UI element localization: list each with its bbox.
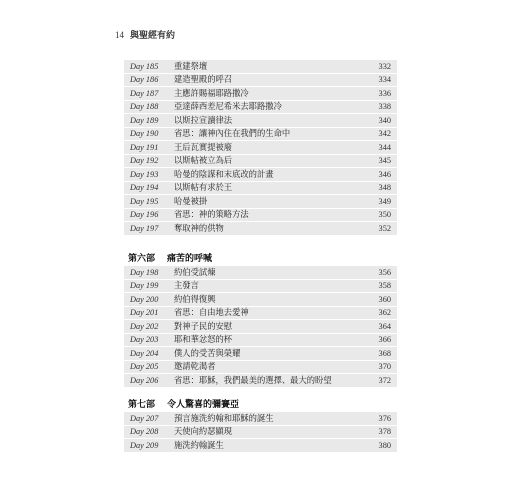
toc-entry[interactable]: [124, 334, 397, 348]
part-heading: [124, 398, 397, 412]
entry-title: 預言施洗約翰和耶穌的誕生: [174, 412, 274, 423]
toc-entry[interactable]: [124, 87, 397, 101]
entry-page-number: 352: [378, 223, 391, 233]
entry-day: Day 194: [130, 183, 159, 192]
toc-entry[interactable]: [124, 347, 397, 361]
entry-day: Day 204: [130, 348, 159, 358]
book-title: 與聖經有約: [130, 31, 176, 41]
entry-page-number: 360: [378, 294, 391, 304]
entry-title: 主發言: [174, 280, 199, 290]
toc-entry[interactable]: [124, 307, 397, 321]
entry-page-number: 336: [378, 88, 391, 98]
entry-page-number: 349: [378, 196, 391, 206]
toc-entry[interactable]: [124, 320, 397, 334]
entry-day: Day 203: [130, 335, 159, 344]
entry-page-number: 346: [378, 169, 391, 179]
toc-section: [124, 252, 397, 388]
part-title: 令人驚喜的彌賽亞: [167, 400, 240, 410]
page-number: 14: [115, 30, 124, 40]
entry-title: 建造聖殿的呼召: [174, 74, 233, 84]
entry-page-number: 342: [378, 129, 391, 138]
entry-page-number: 380: [378, 440, 391, 450]
entry-title: 奪取神的供物: [174, 222, 224, 233]
entry-title: 約伯受試煉: [174, 266, 216, 277]
entry-day: Day 191: [130, 142, 159, 152]
entry-day: Day 187: [130, 88, 159, 98]
entry-page-number: 345: [378, 156, 391, 165]
toc-entry[interactable]: [124, 439, 397, 453]
entry-title: 王后瓦實提被廢: [174, 141, 233, 152]
entry-title: 省思：讓神內住在我們的生命中: [174, 128, 291, 138]
entry-title: 約伯得復興: [174, 293, 216, 304]
entry-title: 主應許賜福耶路撒冷: [174, 87, 249, 98]
toc-entry[interactable]: [124, 141, 397, 155]
toc-entry[interactable]: [124, 361, 397, 375]
toc-entry[interactable]: [124, 266, 397, 280]
toc-entry[interactable]: [124, 101, 397, 115]
entry-page-number: 358: [378, 281, 391, 290]
entry-day: Day 205: [130, 362, 159, 371]
entry-title: 省思：神的策略方法: [174, 209, 249, 219]
entry-day: Day 200: [130, 294, 159, 304]
entry-page-number: 364: [378, 321, 391, 331]
entry-day: Day 192: [130, 156, 159, 165]
entry-page-number: 332: [378, 61, 391, 71]
entry-title: 省思：自由地去愛神: [174, 307, 249, 317]
entry-page-number: 362: [378, 308, 391, 317]
entry-title: 亞達薛西差尼希米去耶路撒冷: [174, 101, 282, 111]
entry-title: 以斯拉宣讀律法: [174, 114, 233, 125]
toc-entry[interactable]: [124, 374, 397, 388]
toc-entry[interactable]: [124, 195, 397, 209]
toc-entry[interactable]: [124, 128, 397, 142]
toc-entry[interactable]: [124, 114, 397, 128]
toc-section: [124, 398, 397, 453]
entry-day: Day 195: [130, 196, 159, 206]
toc-entry[interactable]: [124, 60, 397, 74]
part-label: 第七部: [128, 400, 156, 410]
entry-page-number: 356: [378, 267, 391, 277]
entry-day: Day 199: [130, 281, 159, 290]
entry-day: Day 206: [130, 375, 159, 385]
entry-day: Day 185: [130, 61, 159, 71]
entry-page-number: 370: [378, 362, 391, 371]
running-head: [115, 28, 175, 41]
entry-day: Day 188: [130, 102, 159, 111]
entry-day: Day 197: [130, 223, 159, 233]
entry-page-number: 350: [378, 210, 391, 219]
entry-title: 以斯帖被立為后: [174, 155, 233, 165]
entry-day: Day 193: [130, 169, 159, 179]
entry-title: 邀請乾渴者: [174, 361, 216, 371]
entry-title: 僕人的受苦與榮耀: [174, 347, 241, 358]
entry-page-number: 344: [378, 142, 391, 152]
part-label: 第六部: [128, 254, 156, 264]
entry-title: 哈曼被掛: [174, 195, 208, 206]
toc-entry[interactable]: [124, 209, 397, 223]
entry-day: Day 196: [130, 210, 159, 219]
entry-page-number: 376: [378, 413, 391, 423]
entry-title: 哈曼的陰謀和末底改的計畫: [174, 168, 274, 179]
entry-title: 重建祭壇: [174, 60, 208, 71]
toc-entry[interactable]: [124, 426, 397, 440]
entry-title: 以斯帖有求於王: [174, 182, 233, 192]
entry-page-number: 378: [378, 427, 391, 436]
entry-day: Day 209: [130, 440, 159, 450]
toc-entry[interactable]: [124, 412, 397, 426]
entry-title: 施洗約翰誕生: [174, 439, 224, 450]
part-heading: [124, 252, 397, 266]
entry-page-number: 372: [378, 375, 391, 385]
toc-entry[interactable]: [124, 222, 397, 236]
entry-day: Day 190: [130, 129, 159, 138]
toc-section: [124, 60, 397, 236]
entry-title: 天使向約瑟顯現: [174, 426, 233, 436]
entry-day: Day 201: [130, 308, 159, 317]
toc-entry[interactable]: [124, 280, 397, 294]
entry-day: Day 189: [130, 115, 159, 125]
entry-day: Day 186: [130, 75, 159, 84]
entry-title: 對神子民的安慰: [174, 320, 233, 331]
entry-day: Day 198: [130, 267, 159, 277]
entry-page-number: 348: [378, 183, 391, 192]
entry-day: Day 207: [130, 413, 159, 423]
entry-title: 耶和華忿怒的杯: [174, 334, 233, 344]
toc-entry[interactable]: [124, 182, 397, 196]
toc-entry[interactable]: [124, 155, 397, 169]
entry-page-number: 340: [378, 115, 391, 125]
entry-day: Day 202: [130, 321, 159, 331]
entry-title: 省思：耶穌，我們最美的選擇、最大的盼望: [174, 374, 332, 385]
entry-page-number: 368: [378, 348, 391, 358]
entry-page-number: 334: [378, 75, 391, 84]
toc-entry[interactable]: [124, 293, 397, 307]
toc-entry[interactable]: [124, 168, 397, 182]
toc-entry[interactable]: [124, 74, 397, 88]
entry-page-number: 366: [378, 335, 391, 344]
entry-day: Day 208: [130, 427, 159, 436]
part-title: 痛苦的呼喊: [167, 254, 213, 264]
entry-page-number: 338: [378, 102, 391, 111]
